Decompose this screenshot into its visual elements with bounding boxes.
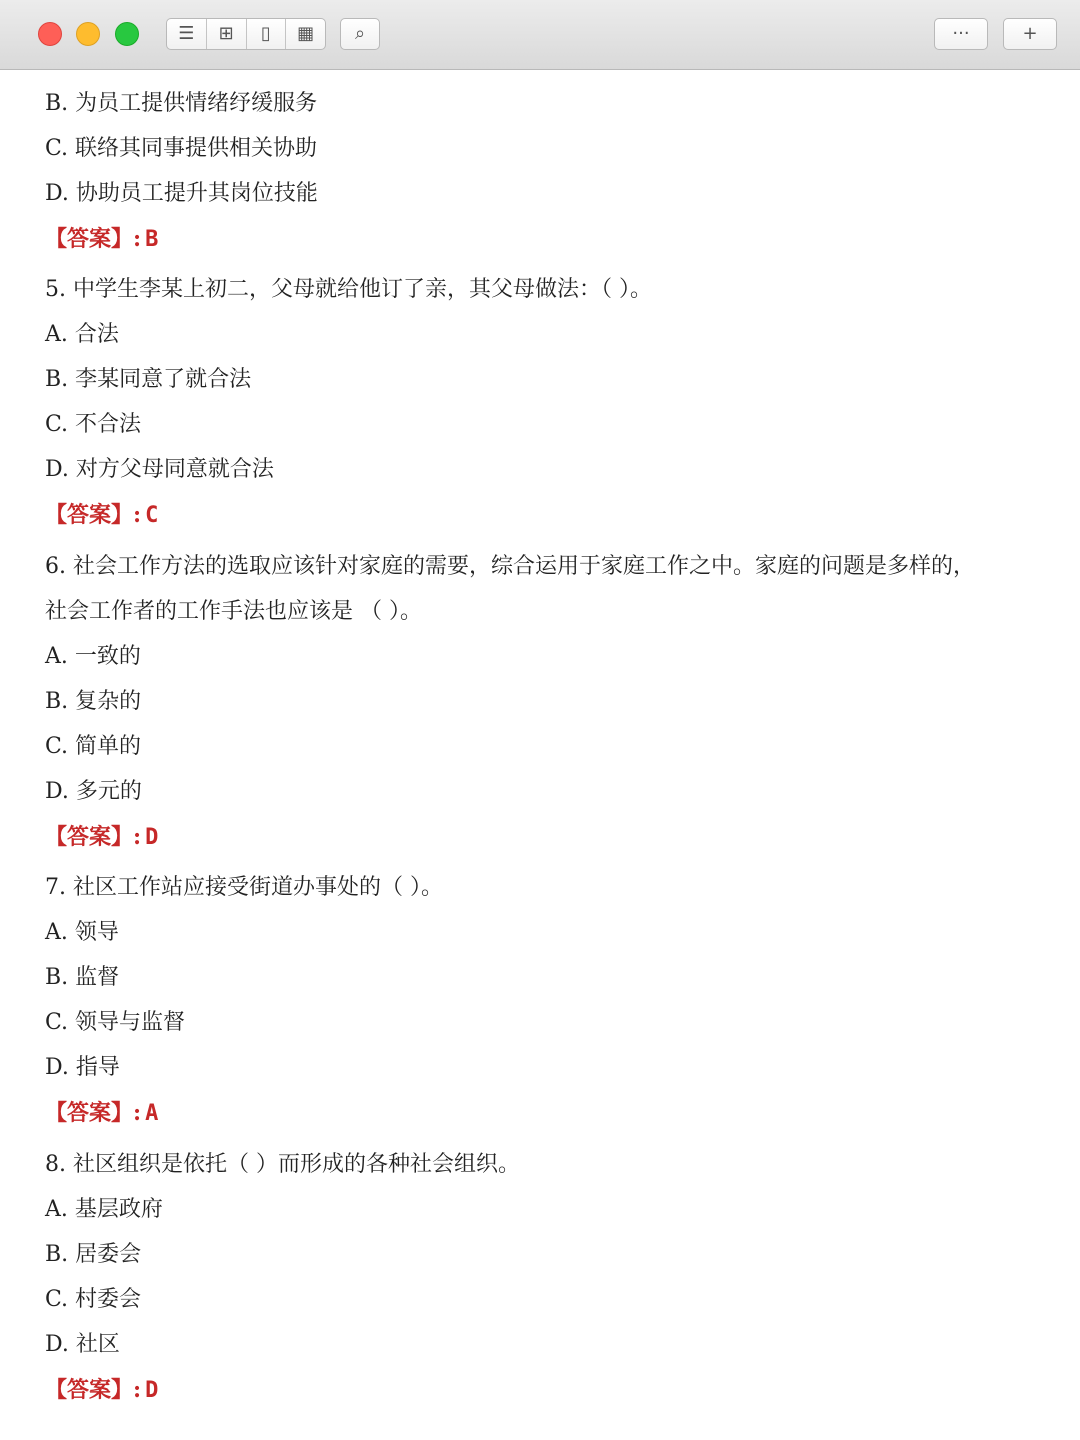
- minimize-window-button[interactable]: [76, 22, 100, 46]
- question-text: 6. 社会工作方法的选取应该针对家庭的需要，综合运用于家庭工作之中。家庭的问题是多样的，: [45, 554, 975, 579]
- search-icon: ⌕: [354, 23, 366, 44]
- answer-letter: D: [145, 1378, 159, 1403]
- answer-letter: C: [145, 503, 159, 528]
- answer-label: 【答案】:: [45, 1100, 142, 1126]
- question-text: 5. 中学生李某上初二，父母就给他订了亲，其父母做法：（ ）。: [45, 277, 652, 302]
- list-view-button[interactable]: [167, 19, 207, 49]
- option-text: A. 合法: [45, 322, 119, 347]
- option-text: C. 不合法: [45, 412, 142, 437]
- question-text: 社会工作者的工作手法也应该是 （ ）。: [45, 599, 422, 624]
- ellipsis-icon: ···: [952, 23, 970, 44]
- option-text: B. 为员工提供情绪纾缓服务: [45, 91, 318, 116]
- option-text: C. 联络其同事提供相关协助: [45, 136, 318, 161]
- zoom-window-button[interactable]: [115, 22, 139, 46]
- question-text: 8. 社区组织是依托（ ）而形成的各种社会组织。: [45, 1152, 520, 1177]
- answer-line: [45, 217, 158, 261]
- book-view-button[interactable]: [247, 19, 287, 49]
- answer-label: 【答案】:: [45, 226, 142, 252]
- answer-label: 【答案】:: [45, 502, 142, 528]
- answer-line: [45, 1368, 158, 1412]
- search-button[interactable]: [340, 18, 380, 50]
- option-text: B. 李某同意了就合法: [45, 367, 252, 392]
- option-text: A. 一致的: [45, 644, 141, 669]
- option-text: A. 基层政府: [45, 1197, 163, 1222]
- grid-view-button[interactable]: [207, 19, 247, 49]
- window-titlebar: [0, 0, 1080, 70]
- option-text: D. 多元的: [45, 779, 142, 804]
- option-text: A. 领导: [45, 920, 119, 945]
- answer-line: [45, 1091, 158, 1135]
- answer-letter: A: [145, 1101, 159, 1126]
- plus-icon: +: [1022, 23, 1038, 44]
- close-window-button[interactable]: [38, 22, 62, 46]
- option-text: D. 指导: [45, 1055, 120, 1080]
- grid-icon: ⊞: [218, 23, 234, 44]
- option-text: D. 对方父母同意就合法: [45, 457, 274, 482]
- option-text: D. 社区: [45, 1332, 120, 1357]
- add-button[interactable]: [1003, 18, 1057, 50]
- answer-line: [45, 493, 158, 537]
- calendar-icon: ▦: [297, 23, 315, 44]
- more-options-button[interactable]: [934, 18, 988, 50]
- view-mode-segmented-control: [166, 18, 326, 50]
- option-text: C. 领导与监督: [45, 1010, 186, 1035]
- option-text: D. 协助员工提升其岗位技能: [45, 181, 318, 206]
- option-text: C. 村委会: [45, 1287, 142, 1312]
- question-text: 7. 社区工作站应接受街道办事处的（ ）。: [45, 875, 443, 900]
- book-icon: ▯: [260, 23, 271, 44]
- answer-label: 【答案】:: [45, 1377, 142, 1403]
- list-icon: ☰: [178, 23, 195, 44]
- option-text: B. 监督: [45, 965, 120, 990]
- answer-label: 【答案】:: [45, 824, 142, 850]
- answer-line: [45, 815, 158, 859]
- option-text: C. 简单的: [45, 734, 142, 759]
- calendar-view-button[interactable]: [286, 19, 325, 49]
- option-text: B. 居委会: [45, 1242, 142, 1267]
- answer-letter: B: [145, 227, 159, 252]
- answer-letter: D: [145, 825, 159, 850]
- option-text: B. 复杂的: [45, 689, 142, 714]
